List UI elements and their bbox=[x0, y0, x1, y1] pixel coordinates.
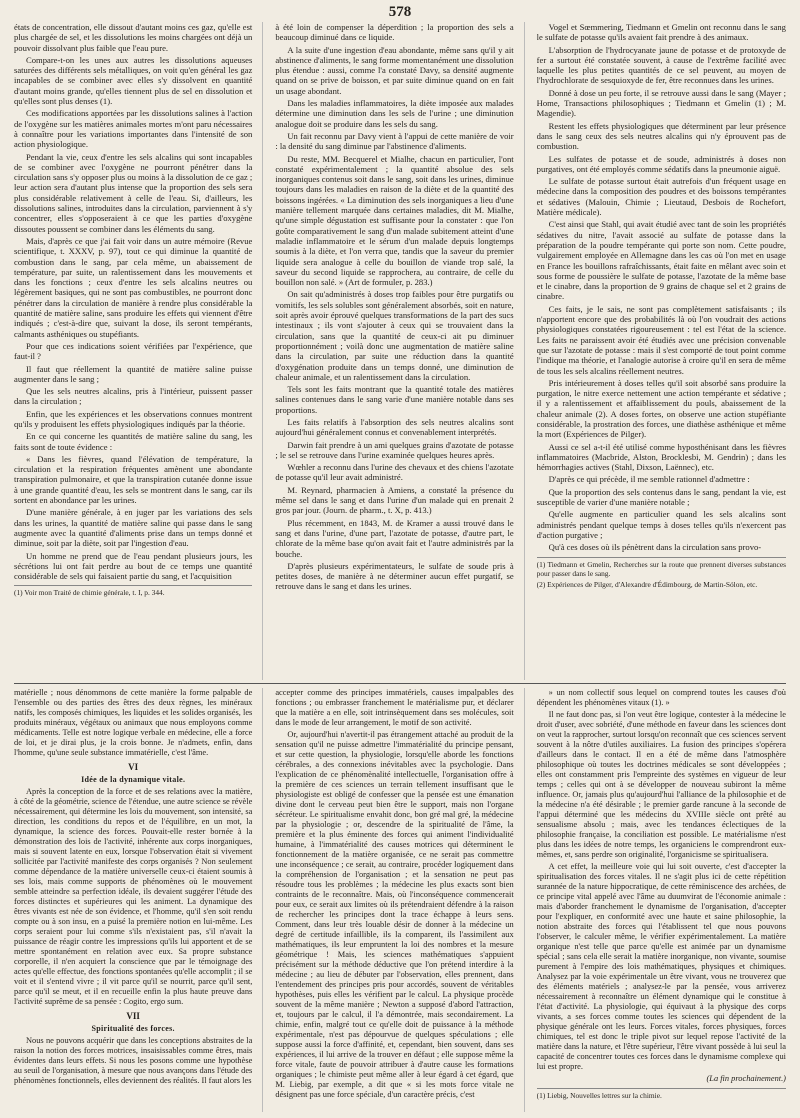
paragraph: Or, aujourd'hui n'avertit-il pas étrangement attaché au produit de la sensation qu'il ne puisse admettre l'immatérialité du principe pensant, et sur cette question, la physiologie, lorsqu'elle aborde les fonctions cérébrales, a des connexions inévitables avec la psychologie. Dans l'explication de ce phénomènalité intellectuelle, l'organisation offre à la première de ces sciences un terrain tellement insuffisant que le physiologiste est obligé de confesser que la pensée est une émanation divine dont le cerveau peut bien être le support, mais non l'organe sécréteur. Le spiritualisme envahit donc, bon gré mal gré, la médecine par la physiologie ; or, descendre de la spiritualité de l'âme, la première et la plus éminente des forces qui animent l'individualité humaine, à l'immatérialité des causes motrices qui déterminent le fonctionnement de la matière organisée, ce ne serait pas commettre une inconséquence ; ce serait, au contraire, procéder logiquement dans la compréhension de l'organisation ; et la sensation ne peut pas résoudre tous les problèmes ; la médecine les plus exacts sont bien contraints de le reconnaître. Mais, où l'inconséquence commencerait pour eux, ce serait aux limites où ils prétendraient défendre à la raison de rechercher les principes dont la trace échappe à leurs sens. Comment, dans leur très louable désir de donner à la médecine un degré de certitude infaillible, ils la comparent, ils l'assimilent aux mathématiques, ils leur empruntent la loi des nombres et la mesure géométrique ! Mais, les sciences mathématiques s'appuient précisément sur la méthode déductive que l'on prétend interdire à la médecine ; au lieu de débuter par l'observation, elles prennent, dans l'entendement des principes pris pour accordés, souvent de véritables hypothèses, puis elles les vérifient par le calcul. La physique procède souvent de la même manière ; Newton a supposé d'abord l'attraction, et, toujours par le calcul, il l'a démontrée, mais secondairement. La chimie, enfin, malgré tout ce qu'elle doit de puissance à la méthode expérimentale, n'est pas dépourvue de quelques spéculations ; elle suppose aussi la force d'affinité, et, cependant, bien souvent, dans ses expériences, il lui arrive de la trouver en défaut ; elle suppose même la force vitale, faute de pouvoir attribuer à d'autre cause les formations organiques ; le chimiste peut même aller à leur égard à cet égard, que M. Liebig, par exemple, a dit que « si les mots force vitale ne désignent pas une force spéciale, d'un caractère précis, c'est bbox=[275, 730, 514, 1099]
paragraph: Pris intérieurement à doses telles qu'il soit absorbé sans produire la purgation, le nitre exerce nettement une action tempérante et sédative ; il y a ralentissement et affaiblissement du pouls, abaissement de la chaleur animale (2). A doses fortes, on observe une action stupéfiante considérable, la prostration des forces, une diathèse asthénique et même la mort (Expériences de Pilger). bbox=[536, 377, 786, 440]
section-heading: Idée de la dynamique vitale. bbox=[81, 775, 186, 784]
lower-article bbox=[14, 688, 786, 1112]
paragraph: « Dans les fièvres, quand l'élévation de température, la circulation et la respiration fréquentes amènent une abondante transpiration pulmonaire, et que la transpiration cutanée donne issue à une grande quantité d'eau, les sels se montrent dans le sang, car ils sortent en abondance par les urines. bbox=[14, 453, 253, 506]
upper-column-1-text bbox=[14, 22, 252, 581]
paragraph: Darwin fait prendre à un ami quelques grains d'azotate de potasse ; le sel se retrouve dans l'urine examinée quelques heures après. bbox=[275, 439, 514, 460]
lower-column-1-text-c bbox=[14, 1036, 252, 1086]
paragraph: Qu'à ces doses où ils pénètrent dans la circulation sans provo- bbox=[548, 542, 762, 553]
paragraph: à été loin de compenser la déperdition ; la proportion des sels a beaucoup diminué dans ce liquide. bbox=[275, 22, 514, 43]
lower-column-3 bbox=[537, 688, 786, 1112]
paragraph: Compare-t-on les unes aux autres les dissolutions aqueuses saturées des différents sels métalliques, on voit qu'en général les gaz incapables de se combiner avec elles s'y dissolvent en quantité d'autant moins grande, qu'elles tiennent plus de sel en dissolution et qu'elles sont plus denses (1). bbox=[14, 54, 253, 107]
paragraph: On sait qu'administrés à doses trop faibles pour être purgatifs ou vomitifs, les sels solubles sont généralement absorbés, soit en nature, soit après avoir éprouvé quelques transformations de la part des sucs intestinaux ; ils vont s'ajouter à ceux qui se trouvaient dans la circulation, sans que la quantité de ceux-ci ait pu diminuer proportionnément ; voilà donc une augmentation de matière saline dans la circulation, par suite une réduction dans la quantité d'oxygénation produite dans un temps donné, une diminution de chaleur animale, et un ralentissement dans la circulation. bbox=[275, 289, 514, 382]
paragraph: Il faut que réellement la quantité de matière saline puisse augmenter dans le sang ; bbox=[14, 363, 253, 384]
paragraph: Les sulfates de potasse et de soude, administrés à doses non purgatives, ont été employés comme sédatifs dans la pneumonie aiguë. bbox=[536, 153, 786, 174]
paragraph: Ces faits, je le sais, ne sont pas complètement satisfaisants ; ils n'apportent encore que des probabilités là où l'on voudrait des actions physiologiques constatées rigoureusement : tel est l'état de la science. Les faits ne paraissent avoir été étudiés avec une précision convenable que sur l'azotate de potasse : mais il s'est comporté de tout point comme l'indique ma théorie, et l'analogie autorise à croire qu'il en sera de même de tous les sels alcalins réellement neutres. bbox=[536, 303, 786, 376]
section-heading: Spiritualité des forces. bbox=[91, 1024, 175, 1033]
continued-note: (La fin prochainement.) bbox=[706, 1074, 786, 1083]
paragraph: Vogel et Sœmmering, Tiedmann et Gmelin ont reconnu dans le sang le sulfate de potasse qu'ils avaient fait prendre à des animaux. bbox=[536, 22, 786, 43]
upper-column-2-text bbox=[275, 22, 513, 592]
upper-column-3 bbox=[537, 22, 786, 680]
paragraph: Du reste, MM. Becquerel et Mialhe, chacun en particulier, l'ont constaté expérimentalement ; la quantité absolue des sels inorganiques contenus soit dans le sang, soit dans les urines, diminue toujours dans les maladies en raison de la diète et de la quantité des boissons ingérées. « La diminution des sels inorganiques a lieu d'une manière tellement marquée dans certaines maladies, dit M. Mialhe, qu'une simple dégustation est suffisante pour la constater : que l'on goûte comparativement le sang d'un malade subitement atteint d'une maladie inflammatoire et le sérum d'un malade depuis longtemps soumis à la diète, et l'on verra que, tandis que la saveur du premier liquide sera analogue à celle du bouillon de viande trop salé, la saveur du second liquide se rapprochera, au contraire, de celle du bouillon non salé. » (Art de formuler, p. 283.) bbox=[275, 153, 514, 288]
paragraph: états de concentration, elle dissout d'autant moins ces gaz, qu'elle est plus chargée de sel, et les dissolutions les moins chargées ont déjà un pouvoir dissolvant plus faible que l'eau pure. bbox=[14, 22, 253, 53]
lower-column-3-text bbox=[537, 688, 786, 1072]
page-number: 578 bbox=[388, 4, 412, 20]
paragraph: Ces modifications apportées par les dissolutions salines à l'action de l'oxygène sur les matières animales mortes m'ont paru nécessaires à connaître pour les variations importantes dans l'intensité de son action physiologique. bbox=[14, 108, 253, 150]
section-number: VII bbox=[126, 1011, 140, 1021]
paragraph: Pendant la vie, ceux d'entre les sels alcalins qui sont incapables de se combiner avec l'oxygène ne pourront pénétrer dans la circulation sans s'y opposer plus ou moins à la dissolution de ce gaz ; leur action sera d'autant plus intense que la proportion des sels sera plus considérable relativement à celle de l'eau. Si, d'ailleurs, les dissolutions salines, introduites dans la circulation, parviennent à s'y concentrer, elles s'opposeraient à ce que les parties d'oxygène dissoutes poussent se combiner dans les éléments du sang. bbox=[14, 151, 253, 234]
paragraph: Que les sels neutres alcalins, pris à l'intérieur, puissent passer dans la circulation ; bbox=[14, 386, 253, 407]
upper-column-1 bbox=[14, 22, 263, 680]
section-divider bbox=[14, 683, 786, 684]
paragraph: Un fait reconnu par Davy vient à l'appui de cette manière de voir : la densité du sang diminue par l'abstinence d'aliments. bbox=[275, 130, 514, 152]
upper-column-3-text bbox=[537, 22, 786, 553]
paragraph: Aussi ce sel a-t-il été utilisé comme hyposthénisant dans les fièvres inflammatoires (Macbride, Alston, Brocklesbi, M. Gendrin) ; dans les hémorrhagies actives (Stahl, Dixson, Laënnec), etc. bbox=[536, 441, 786, 473]
footnote-text: (1) Voir mon Traité de chimie générale, t. I, p. 344. bbox=[14, 588, 165, 598]
paragraph: matérielle ; nous dénommons de cette manière la forme palpable de l'ensemble ou des parties des êtres des deux règnes, les minéraux natifs, les composés chimiques, les liquides et les solides organisés, les produits minéraux, végétaux ou animaux que nous employons comme médicaments. Telle est notre logique verbale en médecine, elle a force de loi, et je dirai plus, je la crois bonne. Je n'admets, enfin, dans l'homme, qu'une seule substance immatérielle, c'est l'âme. bbox=[14, 688, 253, 757]
paragraph: L'absorption de l'hydrocyanate jaune de potasse et de protoxyde de fer a surtout été constatée souvent, à cause de l'extrême facilité avec laquelle les plus petites quantités de ce sel peuvent, au moyen de l'hydrochlorate de sesquioxyde de fer, être reconnues dans les urines. bbox=[536, 44, 786, 86]
paragraph: M. Reynard, pharmacien à Amiens, a constaté la présence du même sel dans le sang et dans l'urine d'un malade qui en prenait 2 gros par jour. (Journ. de pharm., t. X, p. 413.) bbox=[275, 484, 514, 516]
lower-column-2-text bbox=[275, 688, 513, 1100]
upper-article bbox=[14, 22, 786, 680]
paragraph: accepter comme des principes immatériels, causes impalpables des fonctions ; ou embrasser franchement le matérialisme pur, et déclarer que la matière a en elle, soit intrinsèquement dans ses molécules, soit dans le mode de leur arrangement, le motif de son activité. bbox=[275, 688, 514, 727]
footnote-text: (2) Expériences de Pilger, d'Alexandre d'Édimbourg, de Martin-Sólon, etc. bbox=[536, 579, 758, 589]
footnote bbox=[537, 1088, 786, 1100]
lower-column-1-text-b bbox=[14, 787, 252, 1007]
paragraph: D'après ce qui précède, il me semble rationnel d'admettre : bbox=[548, 474, 750, 485]
paragraph: Que la proportion des sels contenus dans le sang, pendant la vie, est susceptible de varier d'une manière notable ; bbox=[536, 486, 786, 508]
paragraph: Nous ne pouvons acquérir que dans les conceptions abstraites de la raison la notion des forces motrices, insaisissables comme êtres, mais évidentes dans leurs effets. Si nous les posons comme une hypothèse au seuil de l'organisation, à mesure que nous avançons dans l'étude des phénomènes fonctionnels, elles deviennent des réalités. Il faut alors les bbox=[14, 1036, 253, 1085]
paragraph: Donné à dose un peu forte, il se retrouve aussi dans le sang (Mayer ; Home, Transactions philosophiques ; Tiedmann et Gmelin (1) ; M. Magendie). bbox=[536, 87, 786, 119]
paragraph: Les faits relatifs à l'absorption des sels neutres alcalins sont aujourd'hui généralement connus et convenablement interprétés. bbox=[275, 416, 514, 438]
paragraph: Restent les effets physiologiques que déterminent par leur présence dans le sang ceux des sels neutres alcalins qui n'y éprouvent pas de combustion. bbox=[536, 120, 786, 152]
paragraph: A la suite d'une ingestion d'eau abondante, même sans qu'il y ait abstinence d'aliments, le sang forme momentanément une dissolution plus étendue : aussi, comme l'a constaté Davy, sa densité augmente quand on se prive de boisson, et par suite diminue quand on en fait un usage abondant. bbox=[275, 44, 514, 96]
paragraph: En ce qui concerne les quantités de matière saline du sang, les faits sont de toute évidence : bbox=[14, 431, 253, 452]
paragraph: D'après plusieurs expérimentateurs, le sulfate de soude pris à petites doses, de manière à ne déterminer aucun effet purgatif, se retrouve dans le sang et dans les urines. bbox=[275, 560, 514, 592]
paragraph: Plus récemment, en 1843, M. de Kramer a aussi trouvé dans le sang et dans l'urine, d'une part, l'azotate de potasse, d'autre part, le chlorate de la même base qu'on avait fait et l'autre administrés par la bouche. bbox=[275, 517, 514, 559]
paragraph: C'est ainsi que Stahl, qui avait étudié avec tant de soin les propriétés sédatives du nitre, l'avait associé au sulfate de potasse dans la préparation de la poudre tempérante qui porte son nom. Cette poudre, vulgairement employée en Allemagne dans les cas où l'on met en usage en France les bouillons rafraîchissants, était faite en mêlant avec soin et sous forme de poussière le sulfate de potasse, l'azotate de la même base et le cinabre, dans la proportion de 9 grains de chaque sel et 2 grains de cinabre. bbox=[536, 219, 786, 302]
paragraph: Wœhler a reconnu dans l'urine des chevaux et des chiens l'azotate de potasse qu'il leur avait administré. bbox=[275, 462, 514, 483]
upper-column-2 bbox=[275, 22, 524, 680]
paragraph: Qu'elle augmente en particulier quand les sels alcalins sont administrés pendant quelque temps à doses telles qu'ils n'exercent pas d'action purgative ; bbox=[536, 509, 786, 540]
footnote bbox=[14, 585, 252, 597]
paragraph: » un nom collectif sous lequel on comprend toutes les causes d'où dépendent les phénomènes vitaux (1). » bbox=[536, 688, 786, 707]
footnote-text: (1) Tiedmann et Gmelin, Recherches sur la route que prennent diverses substances pour passer dans le sang. bbox=[536, 559, 786, 578]
paragraph: Mais, d'après ce que j'ai fait voir dans un autre mémoire (Revue scientifique, t. XXXV, p. 97), tout ce qui diminue la quantité de combustion dans le sang, par cela même, un abaissement de température, par suite, un ralentissement dans les mouvements et dans les fonctions ; ceux d'entre les sels alcalins neutres ou légèrement basiques, qui ne sont pas combustibles, ne pourront donc pénétrer dans la circulation de manière à rendre plus considérable la quantité de matière saline, sans produire les effets qui viennent d'être indiqués ; c'est-à-dire que, suivant la dose, ils seront tempérants, calmants asthéniques ou stupéfiants. bbox=[14, 235, 253, 339]
lower-column-1 bbox=[14, 688, 263, 1112]
paragraph: Pour que ces indications soient vérifiées par l'expérience, que faut-il ? bbox=[14, 340, 253, 362]
lower-column-2 bbox=[275, 688, 524, 1112]
paragraph: Un homme ne prend que de l'eau pendant plusieurs jours, les sécrétions lui ont fait perdre au bout de ce temps une quantité considérable de sels qui faisaient partie du sang, et l'acquisition bbox=[14, 550, 253, 582]
paragraph: Le sulfate de potasse surtout était autrefois d'un fréquent usage en médecine dans la composition des poudres et des boissons tempérantes et sédatives (Malouin, Chimie ; Lieutaud, Desbois de Rochefort, Matière médicale). bbox=[536, 176, 786, 218]
lower-column-1-text bbox=[14, 688, 252, 758]
paragraph: Après la conception de la force et de ses relations avec la matière, à côté de la géométrie, science de l'étendue, une autre science se révèle nécessairement, qui détermine les lois du mouvement, son intensité, sa direction, les conditions du repos et de l'équilibre, en un mot, la dynamique, la science des forces. Pouvait-elle rester bornée à la démonstration des lois de l'activité, inhérente aux corps inorganiques, mais si souvent latente en eux, lorsque l'observation était si vivement sollicitée par l'activité manifeste des corps organisés ? Non seulement comme dépendance de la matière universelle ceux-ci étaient soumis à ses lois, mais comme supports de phénomènes où le mouvement semble atteindre sa perfection idéale, ils devaient suggérer l'étude des forces distinctes et supérieures qui les animent. La dynamique des êtres vivants est née de son évidence, et l'homme, qu'il s'en soit rendu compte ou à son insu, en a puisé la première notion en lui-même. Les corps seraient pour lui comme s'ils n'existaient pas, s'il n'avait la puissance de réagir contre les impressions qu'ils lui apportent et de se mettre spontanément en relation avec eux. Sa propre substance corporelle, il n'en acquiert la conscience que par le témoignage des actes qu'elle effectue, des fonctions spontanées qu'elle accomplit ; il se voit et il s'entend vivre ; il vit parce qu'il se nourrit, parce qu'il sent, parce qu'il se meut, et il en recueille enfin la plus haute preuve dans l'activité suprême de sa pensée : Cogito, ergo sum. bbox=[14, 787, 253, 1006]
paragraph: Enfin, que les expériences et les observations connues montrent qu'ils y produisent les effets physiologiques indiqués par la théorie. bbox=[14, 408, 253, 429]
paragraph: Tels sont les faits montrant que la quantité totale des matières salines contenues dans le sang varie d'une manière notable dans ses proportions. bbox=[275, 384, 514, 415]
section-number: VI bbox=[128, 762, 139, 772]
footnote-text: (1) Liebig, Nouvelles lettres sur la chimie. bbox=[536, 1091, 662, 1100]
footnotes bbox=[537, 557, 786, 589]
paragraph: Il ne faut donc pas, si l'on veut être logique, contester à la médecine le droit d'user, avec sobriété, d'une méthode en faveur dans les sciences dont on veut la rapprocher, surtout lorsqu'on reconnaît que ces sciences servent souvent à la nôtre d'utiles auxiliaires. La fusion des principes s'opérera d'ailleurs dans le contact. Il en a été de même dans l'atmosphère philosophique où toutes les doctrines médicales se sont développées ; elles ont constamment pris l'empreinte des systèmes en vigueur de leur temps ; celles qui ont à se développer de nouveau subiront la même influence. Or, jamais plus qu'aujourd'hui l'alliance de la philosophie et de la médecine n'a été désirable ; le premier garde rancune à la seconde de l'appui déterminé que les médecins du XVIIIe siècle ont prêté au sensualisme absolu ; mais, avec les tendances éclectiques de la philosophie française, la conciliation est possible. Le matérialisme n'est plus dans les idées de notre temps, les organiciens le comprendront eux-mêmes, et, sans perdre son originalité, l'organicisme se spiritualisera. bbox=[536, 710, 786, 859]
paragraph: A cet effet, la meilleure voie qui lui soit ouverte, c'est d'accepter la spiritualisation des forces vitales. Il ne s'agit plus ici de cette répétition surannée de la nature hippocratique, de cette réminiscence des archées, de ce principe vital appelé avec l'âme au duumvirat de l'économie animale : mais d'aborder franchement le dynamisme de l'organisation, d'accepter pour l'expliquer, en conformité avec une haute et saine philosophie, la notion abstraite des forces qui l'établissent tel que nous pouvons l'observer, le calculer même, le vérifier expérimentalement. La matière organique n'est telle que parce qu'elle est animée par un dynamisme spécial ; sans cela elle serait la matière inorganique, non vivante, soumise purement à l'empire des lois mathématiques, physiques et chimiques. Analysez par la voie expérimentale un être vivant, vous ne trouverez que des éléments matériels ; analysez-le par la pensée, vous arriverez nécessairement à reconnaître un élément dynamique qui le constitue à l'état d'activité. La physiologie, qui équivaut à la physique des corps vivants, a ses forces comme toutes les sciences qui dépendent de la physique générale ont les leurs. Forces vitales, forces physiques, forces chimiques, tel est donc le triple pivot sur lequel repose l'activité de la matière dans la nature, et l'être supérieur, l'être vivant possède à lui seul la capacité de concentrer toutes ces forces dans le dynamisme complexe qui lui est propre. bbox=[536, 862, 786, 1071]
paragraph: Dans les maladies inflammatoires, la diète imposée aux malades détermine une diminution dans les sels de l'urine ; une diminution analogue doit se produire dans les sels du sang. bbox=[275, 98, 514, 129]
paragraph: D'une manière générale, à en juger par les variations des sels dans les urines, la quantité de matière saline qui passe dans le sang augmente avec la quantité d'aliments prise dans un temps donné et diminue, soit par la diète, soit par l'ingestion d'eau. bbox=[14, 507, 253, 549]
